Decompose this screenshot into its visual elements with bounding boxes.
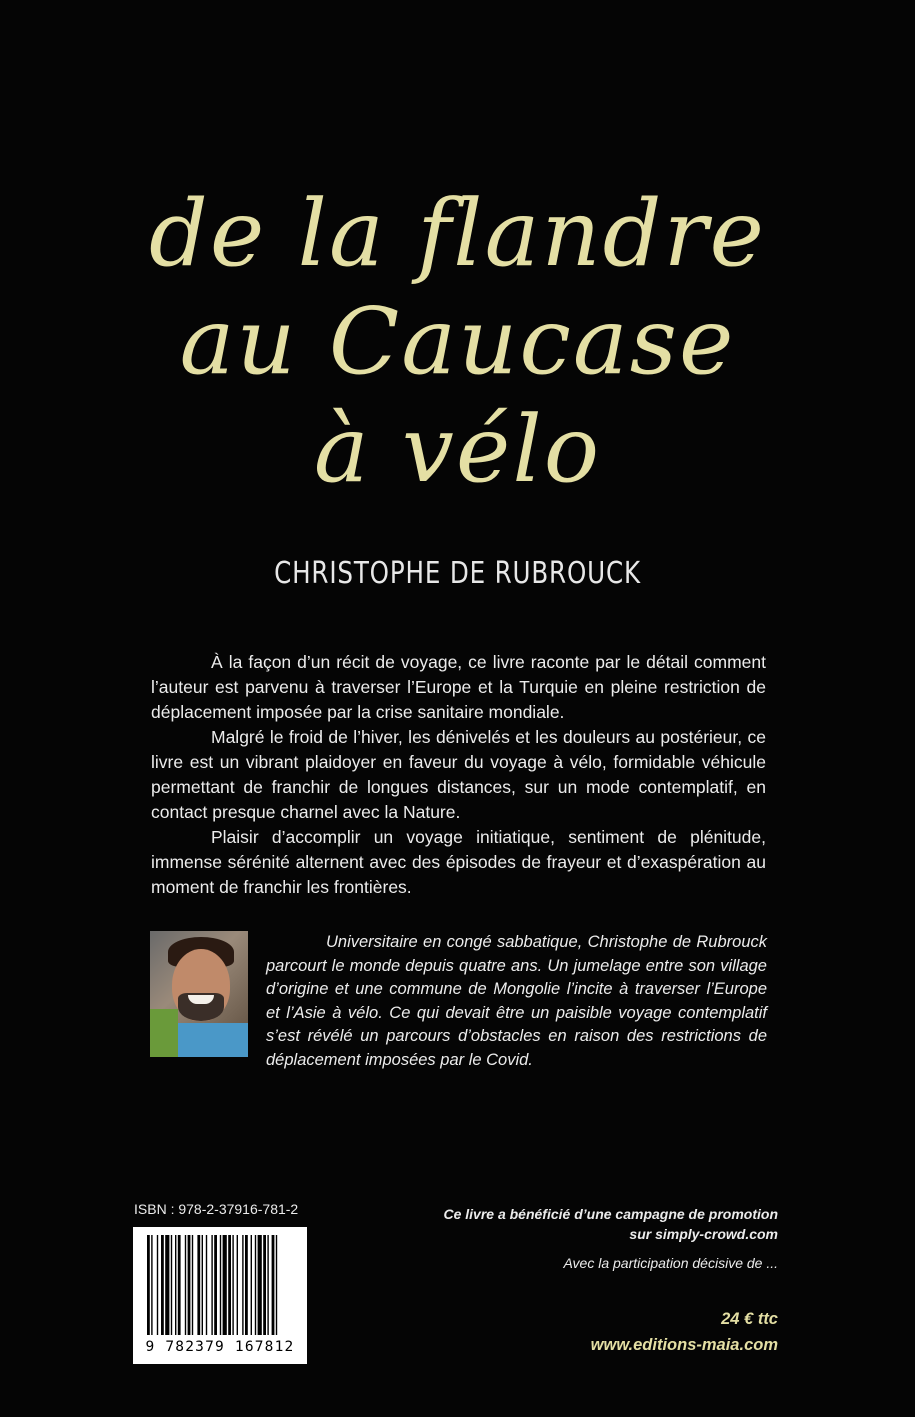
barcode-bar [161, 1235, 164, 1335]
barcode-bar [175, 1235, 176, 1335]
author-photo [150, 931, 248, 1057]
barcode-bar [220, 1235, 221, 1335]
blurb-paragraph-3: Plaisir d’accomplir un voyage initiatique, sentiment de plénitude, immense sérénité alternent avec des épisodes de frayeur et d’exaspération au moment de franchir les frontières. [151, 827, 766, 897]
promo-text [443, 1204, 778, 1244]
barcode-bar [214, 1235, 217, 1335]
author-name: CHRISTOPHE DE RUBROUCK [274, 556, 641, 591]
barcode-bar [232, 1235, 233, 1335]
publisher-website: www.editions-maia.com [590, 1336, 778, 1354]
barcode-bar [263, 1235, 266, 1335]
barcode-bar [157, 1235, 158, 1335]
photo-strap [150, 1009, 178, 1057]
barcode-bar [228, 1235, 231, 1335]
bio-text: Universitaire en congé sabbatique, Christophe de Rubrouck parcourt le monde depuis quatre ans. Un jumelage entre son village d’origine et une commune de Mongolie l’incite à traverser l’Europe et l’Asie à vélo. Ce qui devait être un paisible voyage contemplatif s’est révélé un parcours d’obstacles en raison des restrictions de déplacement imposées par le Covid. [266, 933, 767, 1069]
barcode-bar [267, 1235, 268, 1335]
barcode-bar [147, 1235, 150, 1335]
blurb-paragraph-1: À la façon d’un récit de voyage, ce livre raconte par le détail comment l’auteur est parvenu à traverser l’Europe et la Turquie en pleine restriction de déplacement imposée par la crise sanitaire mondiale. [151, 652, 766, 722]
barcode-bar [206, 1235, 207, 1335]
barcode-bar [202, 1235, 203, 1335]
barcode-bar [237, 1235, 238, 1335]
barcode-bar [223, 1235, 227, 1335]
barcode-bar [165, 1235, 169, 1335]
barcode-bar [188, 1235, 191, 1335]
barcode-bar [272, 1235, 275, 1335]
title-line-3: à vélo [313, 396, 602, 503]
book-blurb [151, 650, 766, 900]
title-line-2: au Caucase [179, 288, 736, 395]
price: 24 € ttc [721, 1310, 778, 1328]
author-bio [266, 931, 767, 1072]
promo-line-2: sur simply-crowd.com [629, 1226, 778, 1242]
barcode [133, 1227, 307, 1364]
barcode-bar [242, 1235, 243, 1335]
barcode-bar [151, 1235, 152, 1335]
barcode-bar [185, 1235, 186, 1335]
book-title [0, 180, 915, 504]
barcode-bar [192, 1235, 193, 1335]
barcode-bar [258, 1235, 262, 1335]
isbn-label: ISBN : 978-2-37916-781-2 [134, 1201, 299, 1217]
barcode-digits: 9 782379 167812 [145, 1339, 295, 1355]
barcode-bar [251, 1235, 252, 1335]
barcode-bar [255, 1235, 256, 1335]
title-line-1: de la flandre [149, 180, 766, 287]
participation-text: Avec la participation décisive de ... [563, 1255, 778, 1271]
barcode-bar [197, 1235, 200, 1335]
blurb-paragraph-2: Malgré le froid de l’hiver, les dénivelés et les douleurs au postérieur, ce livre est un vibrant plaidoyer en faveur du voyage à vélo, formidable véhicule permettant de franchir de longues distances, sur un mode contemplatif, en contact presque charnel avec la Nature. [151, 727, 766, 822]
barcode-bar [178, 1235, 181, 1335]
barcode-bar [276, 1235, 277, 1335]
barcode-bar [211, 1235, 212, 1335]
promo-line-1: Ce livre a bénéficié d’une campagne de promotion [443, 1206, 778, 1222]
barcode-bar [245, 1235, 248, 1335]
barcode-bar [171, 1235, 172, 1335]
